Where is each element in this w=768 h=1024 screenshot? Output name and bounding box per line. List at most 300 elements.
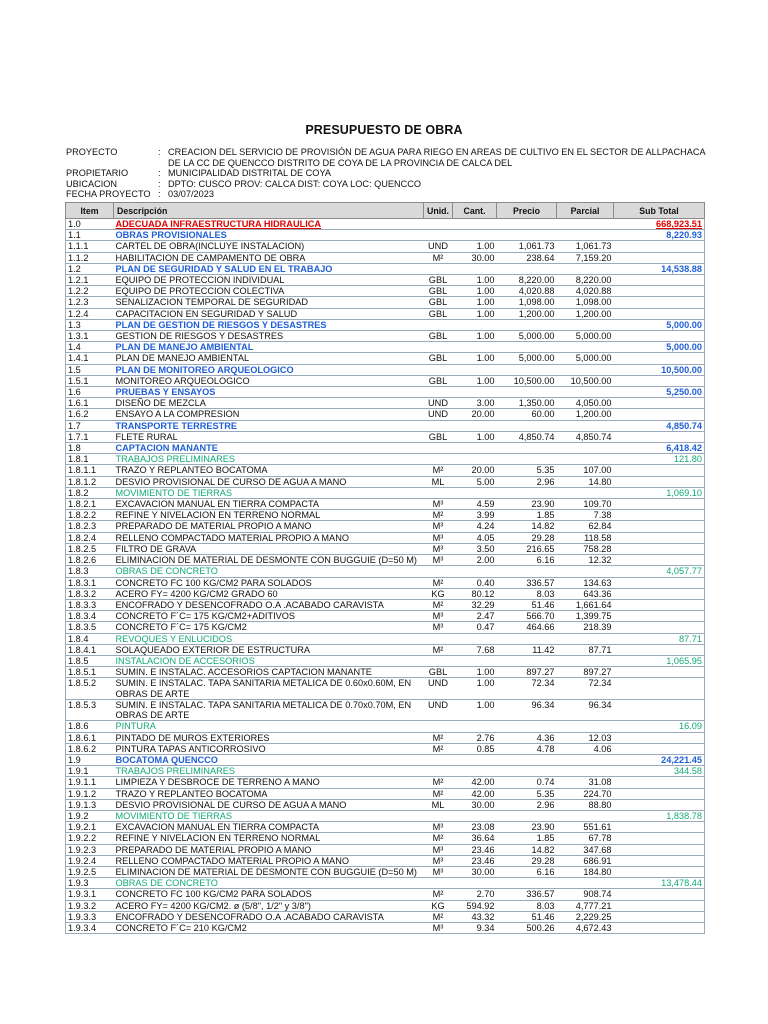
- item-unit: UND: [424, 241, 453, 252]
- table-row: [66, 476, 705, 487]
- item-description: PINTURA: [114, 721, 424, 732]
- item-unit-price: [497, 766, 557, 777]
- item-subtotal: [614, 375, 705, 386]
- item-description: PRUEBAS Y ENSAYOS: [114, 387, 424, 398]
- item-code: 1.6: [66, 387, 114, 398]
- item-subtotal: 668,923.51: [614, 219, 705, 230]
- item-quantity: 3.50: [453, 543, 497, 554]
- item-quantity: 1.00: [453, 699, 497, 721]
- item-unit-price: 14.82: [497, 844, 557, 855]
- item-quantity: 4.24: [453, 521, 497, 532]
- item-description: EQUIPO DE PROTECCION INDIVIDUAL: [114, 275, 424, 286]
- item-unit: ML: [424, 476, 453, 487]
- col-subtotal-header: Sub Total: [614, 203, 705, 219]
- item-description: PINTADO DE MUROS EXTERIORES: [114, 732, 424, 743]
- item-unit-price: 566.70: [497, 611, 557, 622]
- item-code: 1.3.1: [66, 331, 114, 342]
- item-unit: M²: [424, 911, 453, 922]
- item-description: CONCRETO FC 100 KG/CM2 PARA SOLADOS: [114, 577, 424, 588]
- item-unit-price: [497, 566, 557, 577]
- item-unit: M²: [424, 833, 453, 844]
- item-unit-price: 51.46: [497, 911, 557, 922]
- item-unit-price: 464.66: [497, 622, 557, 633]
- item-partial: 4,850.74: [557, 431, 614, 442]
- item-unit-price: 1,098.00: [497, 297, 557, 308]
- item-quantity: [453, 454, 497, 465]
- item-partial: 2,229.25: [557, 911, 614, 922]
- item-partial: [557, 810, 614, 821]
- item-unit-price: 14.82: [497, 521, 557, 532]
- item-code: 1.2.2: [66, 286, 114, 297]
- item-description: PLAN DE MONITOREO ARQUEOLOGICO: [114, 364, 424, 375]
- item-description: HABILITACION DE CAMPAMENTO DE OBRA: [114, 252, 424, 263]
- item-subtotal: [614, 241, 705, 252]
- item-quantity: 23.46: [453, 844, 497, 855]
- item-partial: [557, 342, 614, 353]
- item-unit: M²: [424, 732, 453, 743]
- item-quantity: 23.08: [453, 822, 497, 833]
- item-quantity: 30.00: [453, 252, 497, 263]
- item-code: 1.9.1.1: [66, 777, 114, 788]
- item-subtotal: [614, 844, 705, 855]
- item-description: SOLAQUEADO EXTERIOR DE ESTRUCTURA: [114, 644, 424, 655]
- item-subtotal: [614, 398, 705, 409]
- item-code: 1.8.3.2: [66, 588, 114, 599]
- table-row: [66, 833, 705, 844]
- item-unit: [424, 655, 453, 666]
- col-price-header: Precio: [497, 203, 557, 219]
- item-unit: M³: [424, 866, 453, 877]
- item-quantity: [453, 387, 497, 398]
- item-quantity: 594.92: [453, 900, 497, 911]
- table-row: [66, 297, 705, 308]
- item-subtotal: [614, 252, 705, 263]
- item-description: MOVIMIENTO DE TIERRAS: [114, 810, 424, 821]
- item-description: ELIMINACION DE MATERIAL DE DESMONTE CON BUGGUIE (D=50 M): [114, 866, 424, 877]
- item-unit: ML: [424, 799, 453, 810]
- item-subtotal: [614, 431, 705, 442]
- item-quantity: 1.00: [453, 375, 497, 386]
- item-subtotal: [614, 667, 705, 678]
- item-partial: [557, 655, 614, 666]
- col-quantity-header: Cant.: [453, 203, 497, 219]
- item-unit-price: 1,200.00: [497, 308, 557, 319]
- section-row: [66, 420, 705, 431]
- item-code: 1.8.4.1: [66, 644, 114, 655]
- item-unit-price: 2.96: [497, 476, 557, 487]
- item-quantity: [453, 219, 497, 230]
- item-partial: 1,061.73: [557, 241, 614, 252]
- item-subtotal: 14,538.88: [614, 263, 705, 274]
- item-code: 1.9.2.2: [66, 833, 114, 844]
- item-unit: M³: [424, 555, 453, 566]
- item-code: 1.9.3.1: [66, 889, 114, 900]
- item-partial: 31.08: [557, 777, 614, 788]
- item-subtotal: [614, 521, 705, 532]
- item-partial: [557, 566, 614, 577]
- item-code: 1.8.3.3: [66, 599, 114, 610]
- item-partial: 12.03: [557, 732, 614, 743]
- item-code: 1.8.2.5: [66, 543, 114, 554]
- table-row: [66, 555, 705, 566]
- item-unit-price: 5,000.00: [497, 353, 557, 364]
- table-row: [66, 889, 705, 900]
- item-partial: 88.80: [557, 799, 614, 810]
- item-quantity: [453, 230, 497, 241]
- item-unit: UND: [424, 699, 453, 721]
- item-unit-price: 10,500.00: [497, 375, 557, 386]
- project-label: PROYECTO: [66, 147, 118, 157]
- item-partial: [557, 878, 614, 889]
- item-quantity: 1.00: [453, 431, 497, 442]
- item-unit: M²: [424, 510, 453, 521]
- item-subtotal: [614, 499, 705, 510]
- item-partial: 218.39: [557, 622, 614, 633]
- item-quantity: 1.00: [453, 286, 497, 297]
- item-code: 1.9: [66, 754, 114, 765]
- item-description: SUMIN. E INSTALAC. ACCESORIOS CAPTACION MANANTE: [114, 667, 424, 678]
- item-subtotal: [614, 822, 705, 833]
- item-subtotal: [614, 275, 705, 286]
- item-code: 1.4.1: [66, 353, 114, 364]
- item-partial: [557, 721, 614, 732]
- item-code: 1.9.2: [66, 810, 114, 821]
- item-description: RELLENO COMPACTADO MATERIAL PROPIO A MANO: [114, 855, 424, 866]
- item-code: 1.2.4: [66, 308, 114, 319]
- item-code: 1.8.1.2: [66, 476, 114, 487]
- item-code: 1.8.2.6: [66, 555, 114, 566]
- item-unit-price: 1,350.00: [497, 398, 557, 409]
- item-subtotal: [614, 678, 705, 700]
- item-quantity: 42.00: [453, 777, 497, 788]
- section-row: [66, 387, 705, 398]
- item-subtotal: [614, 911, 705, 922]
- item-unit-price: 238.64: [497, 252, 557, 263]
- item-partial: [557, 754, 614, 765]
- item-unit: M³: [424, 855, 453, 866]
- item-description: ADECUADA INFRAESTRUCTURA HIDRAULICA: [114, 219, 424, 230]
- item-description: SUMIN. E INSTALAC. TAPA SANITARIA METALICA DE 0.70x0.70M, EN OBRAS DE ARTE: [114, 699, 424, 721]
- table-row: [66, 678, 705, 700]
- item-quantity: [453, 487, 497, 498]
- item-subtotal: [614, 331, 705, 342]
- project-header: [66, 147, 706, 200]
- item-unit: GBL: [424, 667, 453, 678]
- project-row: [66, 147, 706, 158]
- item-unit-price: 5.35: [497, 465, 557, 476]
- item-unit: KG: [424, 588, 453, 599]
- item-quantity: 80.12: [453, 588, 497, 599]
- item-quantity: 1.00: [453, 241, 497, 252]
- item-description: OBRAS DE CONCRETO: [114, 878, 424, 889]
- item-description: FILTRO DE GRAVA: [114, 543, 424, 554]
- item-subtotal: [614, 465, 705, 476]
- table-row: [66, 743, 705, 754]
- item-unit-price: 5,000.00: [497, 331, 557, 342]
- item-partial: [557, 219, 614, 230]
- item-unit-price: [497, 754, 557, 765]
- table-row: [66, 431, 705, 442]
- item-description: FLETE RURAL: [114, 431, 424, 442]
- owner-row: [66, 168, 706, 179]
- item-unit-price: 1.85: [497, 833, 557, 844]
- item-code: 1.9.2.1: [66, 822, 114, 833]
- col-item-header: Item: [66, 203, 114, 219]
- item-unit-price: [497, 387, 557, 398]
- item-quantity: 23.46: [453, 855, 497, 866]
- item-description: PLAN DE MANEJO AMBIENTAL: [114, 353, 424, 364]
- item-unit: M²: [424, 777, 453, 788]
- item-code: 1.2.3: [66, 297, 114, 308]
- item-code: 1.8.5.3: [66, 699, 114, 721]
- item-subtotal: [614, 855, 705, 866]
- item-unit-price: 60.00: [497, 409, 557, 420]
- item-unit: UND: [424, 398, 453, 409]
- item-unit-price: 4.78: [497, 743, 557, 754]
- item-unit: M³: [424, 611, 453, 622]
- col-partial-header: Parcial: [557, 203, 614, 219]
- item-description: EXCAVACION MANUAL EN TIERRA COMPACTA: [114, 822, 424, 833]
- table-row: [66, 866, 705, 877]
- item-quantity: 20.00: [453, 465, 497, 476]
- table-row: [66, 510, 705, 521]
- item-code: 1.8.2.1: [66, 499, 114, 510]
- item-quantity: 36.64: [453, 833, 497, 844]
- item-code: 1.8.6.1: [66, 732, 114, 743]
- item-code: 1.9.3: [66, 878, 114, 889]
- item-unit-price: 8.03: [497, 900, 557, 911]
- item-description: TRABAJOS PRELIMINARES: [114, 766, 424, 777]
- item-unit: [424, 387, 453, 398]
- item-unit-price: [497, 364, 557, 375]
- item-code: 1.3: [66, 319, 114, 330]
- item-subtotal: [614, 644, 705, 655]
- item-code: 1.8.3.5: [66, 622, 114, 633]
- item-quantity: 30.00: [453, 866, 497, 877]
- item-code: 1.8.3.4: [66, 611, 114, 622]
- table-row: [66, 777, 705, 788]
- item-partial: 62.84: [557, 521, 614, 532]
- section-row: [66, 487, 705, 498]
- item-quantity: 2.70: [453, 889, 497, 900]
- item-unit: GBL: [424, 375, 453, 386]
- item-partial: 8,220.00: [557, 275, 614, 286]
- item-unit: GBL: [424, 331, 453, 342]
- item-unit-price: 336.57: [497, 577, 557, 588]
- item-description: OBRAS DE CONCRETO: [114, 566, 424, 577]
- item-description: DESVIO PROVISIONAL DE CURSO DE AGUA A MANO: [114, 476, 424, 487]
- item-subtotal: 4,850.74: [614, 420, 705, 431]
- item-quantity: 42.00: [453, 788, 497, 799]
- item-partial: 14.80: [557, 476, 614, 487]
- item-description: PLAN DE GESTION DE RIESGOS Y DESASTRES: [114, 319, 424, 330]
- item-unit-price: [497, 487, 557, 498]
- item-quantity: [453, 364, 497, 375]
- item-unit-price: 6.16: [497, 555, 557, 566]
- item-subtotal: [614, 799, 705, 810]
- item-unit: [424, 443, 453, 454]
- item-unit: M²: [424, 788, 453, 799]
- table-row: [66, 252, 705, 263]
- item-unit-price: 1,061.73: [497, 241, 557, 252]
- item-subtotal: [614, 833, 705, 844]
- item-code: 1.8.1: [66, 454, 114, 465]
- item-partial: 347.68: [557, 844, 614, 855]
- item-unit: M²: [424, 465, 453, 476]
- item-code: 1.9.3.2: [66, 900, 114, 911]
- item-subtotal: 87.71: [614, 633, 705, 644]
- item-code: 1.8.2: [66, 487, 114, 498]
- item-partial: 1,098.00: [557, 297, 614, 308]
- item-subtotal: 6,418.42: [614, 443, 705, 454]
- item-subtotal: [614, 543, 705, 554]
- item-description: DESVIO PROVISIONAL DE CURSO DE AGUA A MANO: [114, 799, 424, 810]
- item-unit: M²: [424, 889, 453, 900]
- item-subtotal: 24,221.45: [614, 754, 705, 765]
- item-unit-price: [497, 219, 557, 230]
- item-subtotal: [614, 732, 705, 743]
- item-partial: 1,399.75: [557, 611, 614, 622]
- item-description: REFINE Y NIVELACION EN TERRENO NORMAL: [114, 833, 424, 844]
- item-quantity: 4.05: [453, 532, 497, 543]
- item-unit: UND: [424, 409, 453, 420]
- location-value: DPTO: CUSCO PROV: CALCA DIST: COYA LOC: QUENCCO: [168, 178, 422, 189]
- item-unit-price: [497, 319, 557, 330]
- date-label: FECHA PROYECTO: [66, 189, 151, 200]
- item-description: GESTION DE RIESGOS Y DESASTRES: [114, 331, 424, 342]
- item-unit: GBL: [424, 297, 453, 308]
- item-quantity: [453, 566, 497, 577]
- item-subtotal: [614, 555, 705, 566]
- project-name-line2: DE LA CC DE QUENCCO DISTRITO DE COYA DE LA PROVINCIA DE CALCA DEL: [168, 157, 513, 168]
- item-partial: 118.58: [557, 532, 614, 543]
- item-quantity: 32.29: [453, 599, 497, 610]
- item-unit-price: 897.27: [497, 667, 557, 678]
- item-partial: [557, 263, 614, 274]
- item-code: 1.7.1: [66, 431, 114, 442]
- item-description: CAPACITACION EN SEGURIDAD Y SALUD: [114, 308, 424, 319]
- item-code: 1.8.6.2: [66, 743, 114, 754]
- project-row-continued: [66, 158, 706, 169]
- section-row: [66, 319, 705, 330]
- item-description: CONCRETO FC 100 KG/CM2 PARA SOLADOS: [114, 889, 424, 900]
- item-quantity: 1.00: [453, 678, 497, 700]
- item-quantity: 2.47: [453, 611, 497, 622]
- item-unit: M³: [424, 844, 453, 855]
- item-code: 1.4: [66, 342, 114, 353]
- item-description: PLAN DE MANEJO AMBIENTAL: [114, 342, 424, 353]
- item-unit-price: [497, 633, 557, 644]
- item-code: 1.9.1.3: [66, 799, 114, 810]
- item-unit: M²: [424, 577, 453, 588]
- item-unit: [424, 766, 453, 777]
- item-partial: 87.71: [557, 644, 614, 655]
- item-quantity: 3.00: [453, 398, 497, 409]
- item-subtotal: [614, 743, 705, 754]
- item-code: 1.6.1: [66, 398, 114, 409]
- table-row: [66, 611, 705, 622]
- item-subtotal: [614, 297, 705, 308]
- item-subtotal: 1,838.78: [614, 810, 705, 821]
- section-row: [66, 766, 705, 777]
- item-unit-price: 8.03: [497, 588, 557, 599]
- col-unit-header: Unid.: [424, 203, 453, 219]
- table-row: [66, 788, 705, 799]
- item-subtotal: [614, 611, 705, 622]
- item-unit: M²: [424, 599, 453, 610]
- item-code: 1.8.5: [66, 655, 114, 666]
- item-partial: 4,672.43: [557, 922, 614, 933]
- item-partial: 72.34: [557, 678, 614, 700]
- item-code: 1.9.1.2: [66, 788, 114, 799]
- project-name-line1: CREACION DEL SERVICIO DE PROVISIÓN DE AGUA PARA RIEGO EN AREAS DE CULTIVO EN EL SECTOR DE ALLPACHACA: [168, 147, 706, 157]
- section-row: [66, 364, 705, 375]
- item-partial: 96.34: [557, 699, 614, 721]
- item-quantity: 0.40: [453, 577, 497, 588]
- item-subtotal: [614, 922, 705, 933]
- section-row: [66, 566, 705, 577]
- owner-label: PROPIETARIO: [66, 168, 129, 179]
- item-description: TRAZO Y REPLANTEO BOCATOMA: [114, 788, 424, 799]
- item-quantity: [453, 342, 497, 353]
- item-partial: [557, 387, 614, 398]
- item-unit: GBL: [424, 275, 453, 286]
- item-unit-price: 96.34: [497, 699, 557, 721]
- location-label: UBICACION: [66, 178, 118, 189]
- item-quantity: [453, 721, 497, 732]
- item-unit: [424, 454, 453, 465]
- item-unit-price: [497, 342, 557, 353]
- item-partial: [557, 319, 614, 330]
- item-description: ENCOFRADO Y DESENCOFRADO O.A .ACABADO CARAVISTA: [114, 911, 424, 922]
- item-code: 1.9.2.3: [66, 844, 114, 855]
- item-quantity: 2.00: [453, 555, 497, 566]
- item-unit: UND: [424, 678, 453, 700]
- item-unit-price: 51.46: [497, 599, 557, 610]
- item-unit: M²: [424, 644, 453, 655]
- item-unit: M³: [424, 822, 453, 833]
- item-partial: 4,050.00: [557, 398, 614, 409]
- item-description: REVOQUES Y ENLUCIDOS: [114, 633, 424, 644]
- item-partial: 107.00: [557, 465, 614, 476]
- item-description: SENALIZACION TEMPORAL DE SEGURIDAD: [114, 297, 424, 308]
- item-partial: 5,000.00: [557, 353, 614, 364]
- section-row: [66, 633, 705, 644]
- section-row: [66, 878, 705, 889]
- section-row: [66, 655, 705, 666]
- item-unit-price: 23.90: [497, 822, 557, 833]
- item-description: SUMIN. E INSTALAC. TAPA SANITARIA METALICA DE 0.60x0.60M, EN OBRAS DE ARTE: [114, 678, 424, 700]
- item-code: 1.9.2.5: [66, 866, 114, 877]
- table-row: [66, 409, 705, 420]
- item-quantity: 1.00: [453, 275, 497, 286]
- item-description: PREPARADO DE MATERIAL PROPIO A MANO: [114, 844, 424, 855]
- item-unit-price: 4.36: [497, 732, 557, 743]
- item-unit: KG: [424, 900, 453, 911]
- location-row: [66, 179, 706, 190]
- table-row: [66, 465, 705, 476]
- item-unit-price: 8,220.00: [497, 275, 557, 286]
- item-quantity: 3.99: [453, 510, 497, 521]
- item-description: DISEÑO DE MEZCLA: [114, 398, 424, 409]
- item-partial: 1,661.64: [557, 599, 614, 610]
- item-quantity: 1.00: [453, 297, 497, 308]
- item-description: PINTURA TAPAS ANTICORROSIVO: [114, 743, 424, 754]
- item-partial: 551.61: [557, 822, 614, 833]
- section-row: [66, 230, 705, 241]
- item-unit: [424, 487, 453, 498]
- item-quantity: [453, 878, 497, 889]
